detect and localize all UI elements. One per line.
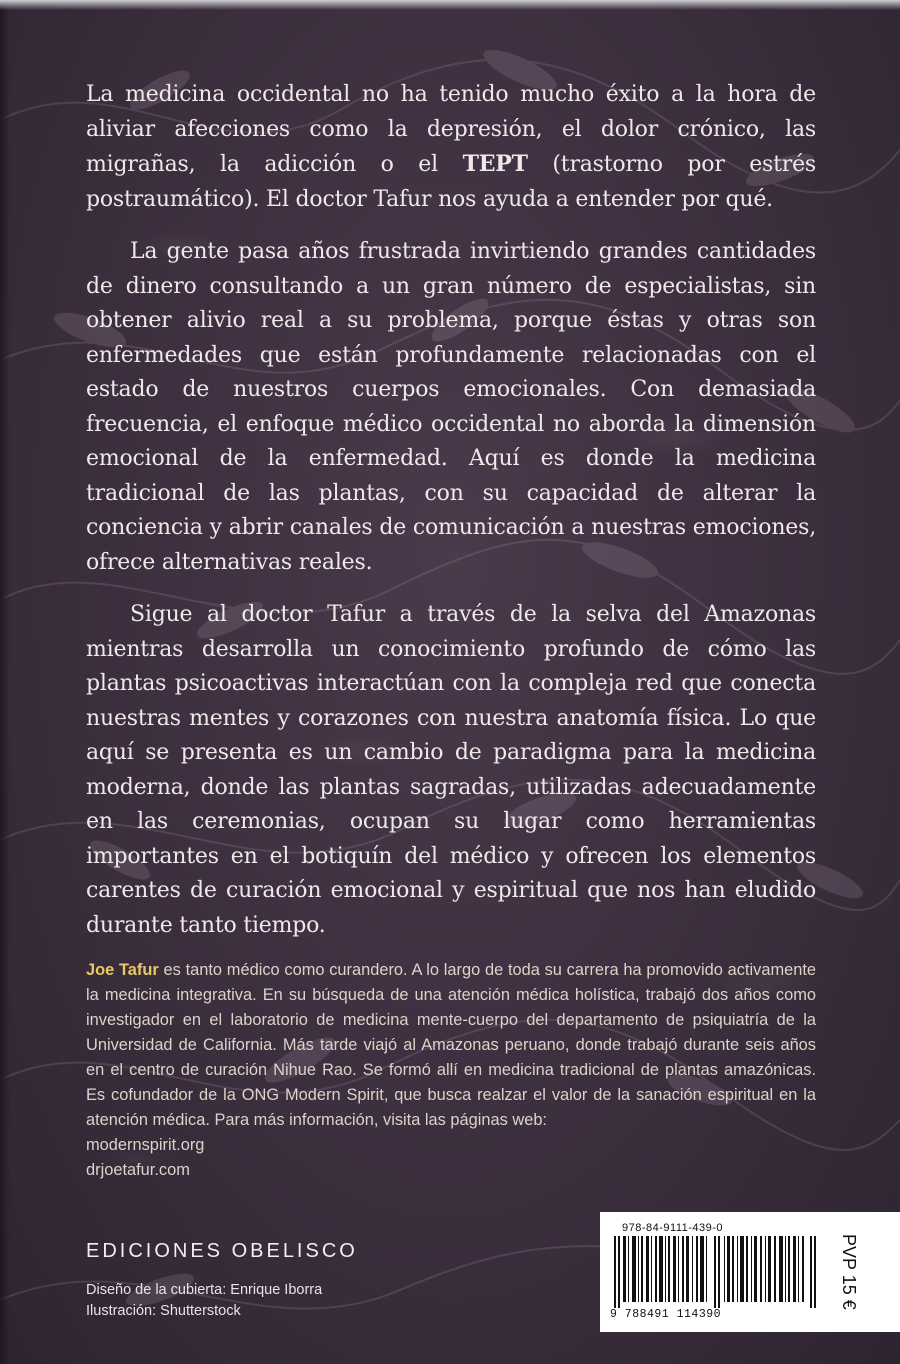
back-cover-blurb bbox=[86, 78, 816, 961]
cover-top-edge bbox=[0, 0, 900, 10]
author-bio bbox=[86, 958, 816, 1183]
cover-edge-shadow bbox=[0, 0, 10, 1364]
barcode-panel bbox=[600, 1212, 900, 1332]
credit-cover-design: Diseño de la cubierta: Enrique Iborra bbox=[86, 1282, 323, 1298]
price-label: PVP 15 € bbox=[839, 1234, 859, 1310]
author-bio-text: es tanto médico como curandero. A lo largo de toda su carrera ha promovido activamente la medicina integrativa. En su búsqueda de una atención médica holística, trabajó dos años como investigador en el laboratorio de medicina mente-cuerpo del departamento de psiquiatría de la Universidad de California. Más tarde viajó al Amazonas peruano, donde trabajó durante seis años en el centro de curación Nihue Rao. Se formó allí en medicina tradicional de plantas amazónicas. Es cofundador de la ONG Modern Spirit, que busca realzar el valor de la sanación espiritual en la atención médica. Para más información, visita las páginas web: bbox=[86, 961, 816, 1129]
website-link-modernspirit[interactable]: modernspirit.org bbox=[86, 1136, 205, 1154]
barcode-icon bbox=[614, 1236, 824, 1308]
barcode-digits: 9 788491 114390 bbox=[610, 1308, 722, 1321]
publisher-name: EDICIONES OBELISCO bbox=[86, 1240, 358, 1262]
blurb-p1-acronym: TEPT bbox=[462, 151, 528, 177]
website-link-drjoetafur[interactable]: drjoetafur.com bbox=[86, 1161, 190, 1179]
blurb-paragraph-2: La gente pasa años frustrada invirtiendo grandes cantidades de dinero consultando a un gran número de especialistas, sin obtener alivio real a su problema, porque éstas y otras son enfermedades que están profundamente relacionadas con el estado de nuestros cuerpos emocionales. Con demasiada frecuencia, el enfoque médico occidental no aborda la dimensión emocional de la enfermedad. Aquí es donde la medicina tradicional de las plantas, con su capacidad de alterar la conciencia y abrir canales de comunicación a nuestras emociones, ofrece alternativas reales. bbox=[86, 239, 816, 575]
blurb-p1-start: La medicina occidental no ha tenido mucho éxito a la hora de aliviar afecciones como la depresión, el dolor crónico, las migrañas, la adicción o el bbox=[86, 82, 816, 177]
cover-credits bbox=[86, 1280, 322, 1322]
blurb-paragraph-3: Sigue al doctor Tafur a través de la selva del Amazonas mientras desarrolla un conocimiento profundo de cómo las plantas psicoactivas interactúan con la compleja red que conecta nuestras mentes y corazones con nuestra anatomía física. Lo que aquí se presenta es un cambio de paradigma para la medicina moderna, donde las plantas sagradas, utilizadas adecuadamente en las ceremonias, ocupan su lugar como herramientas importantes en el botiquín del médico y ofrecen los elementos carentes de curación emocional y espiritual que nos han eludido durante tanto tiempo. bbox=[86, 602, 816, 938]
credit-illustration: Ilustración: Shutterstock bbox=[86, 1303, 241, 1319]
author-name: Joe Tafur bbox=[86, 961, 159, 979]
blurb-p1-end: (trastorno por estrés postraumático). El doctor Tafur nos ayuda a entender por qué. bbox=[86, 152, 817, 212]
isbn-number: 978-84-9111-439-0 bbox=[622, 1222, 724, 1234]
blurb-paragraph-1 bbox=[86, 78, 816, 217]
